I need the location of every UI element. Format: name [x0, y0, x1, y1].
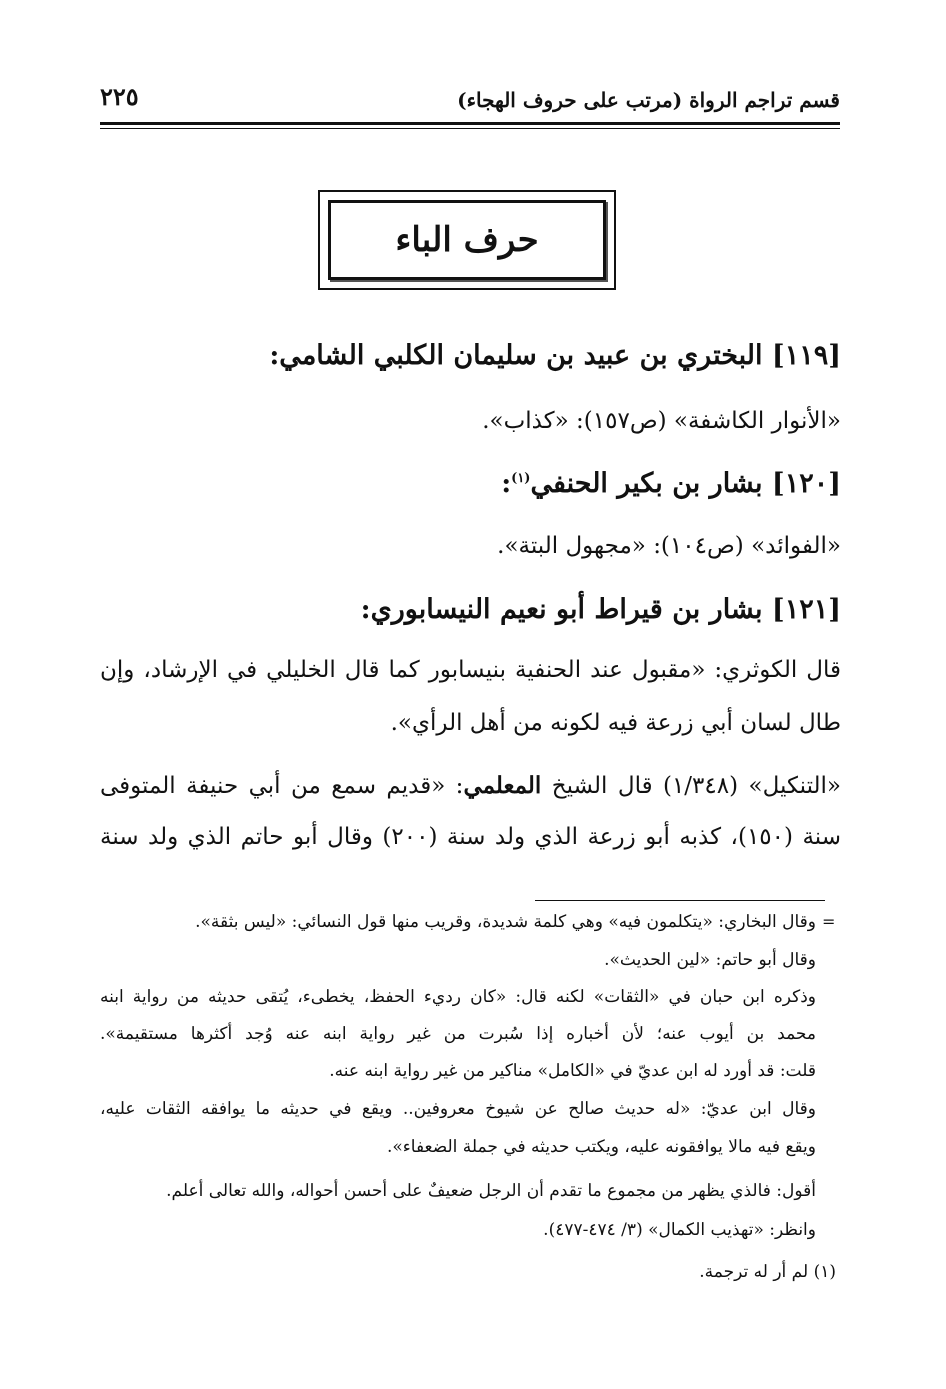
- footnote-line-1: وقال البخاري: «يتكلمون فيه» وهي كلمة شديدة، وقريب منها قول النسائي: «ليس بثقة».: [195, 912, 816, 932]
- entry-120-heading: [501, 468, 841, 499]
- footnote-continuation-mark: =: [822, 912, 836, 931]
- chapter-title: حرف الباء: [395, 220, 539, 260]
- footnote-line-7: ويقع فيه مالا يوافقونه عليه، ويكتب حديثه في جملة الضعفاء».: [386, 1137, 816, 1157]
- para2-text-a: «التنكيل» (١/٣٤٨) قال الشيخ: [551, 773, 841, 799]
- entry-121-heading: [١٢١] بشار بن قيراط أبو نعيم النيسابوري:: [360, 594, 841, 625]
- entry-120-heading-colon: :: [501, 468, 512, 499]
- entry-120-heading-text: [١٢٠] بشار بن بكير الحنفي: [530, 468, 841, 499]
- entry-120-source: «الفوائد» (ص١٠٤): «مجهول البتة».: [497, 533, 841, 559]
- chapter-title-frame: [328, 200, 606, 280]
- running-title: قسم تراجم الرواة (مرتب على حروف الهجاء): [457, 88, 840, 112]
- footnote-line-8: أقول: فالذي يظهر من مجموع ما تقدم أن الرجل ضعيفٌ على أحسن أحواله، والله تعالى أعلم.: [166, 1181, 816, 1201]
- footnote-ref-1: (١): [511, 471, 531, 486]
- entry-121-para2-line1: [100, 772, 841, 799]
- footnote-line-6: وقال ابن عديّ: «له حديث صالح عن شيوخ معروفين.. ويقع في حديثه ما يوافقه الثقات عليه،: [100, 1099, 816, 1119]
- para2-author-name: المعلمي: [463, 772, 542, 799]
- header-rule-thin: [100, 128, 840, 129]
- entry-121-para2-line2: سنة (١٥٠)، كذبه أبو زرعة الذي ولد سنة (٢٠٠) وقال أبو حاتم الذي ولد سنة: [100, 824, 841, 850]
- entry-121-para1-line1: قال الكوثري: «مقبول عند الحنفية بنيسابور كما قال الخليلي في الإرشاد، وإن: [100, 657, 841, 683]
- page-number: ٢٢٥: [100, 82, 139, 111]
- footnote-line-2: وقال أبو حاتم: «لين الحديث».: [604, 950, 816, 970]
- para2-text-b: : «قديم سمع من أبي حنيفة المتوفى: [100, 773, 464, 799]
- entry-121-para1-line2: طال لسان أبي زرعة فيه لكونه من أهل الرأي».: [390, 710, 841, 736]
- chapter-title-box: [318, 190, 616, 290]
- footnote-1: (١) لم أر له ترجمة.: [699, 1262, 836, 1282]
- page-header: [100, 80, 840, 120]
- entry-119-heading: [١١٩] البختري بن عبيد بن سليمان الكلبي الشامي:: [269, 340, 841, 371]
- entry-119-source: «الأنوار الكاشفة» (ص١٥٧): «كذاب».: [482, 408, 841, 434]
- footnote-line-3: وذكره ابن حبان في «الثقات» لكنه قال: «كان رديء الحفظ، يخطىء، يُتقى حديثه من رواية ابنه: [100, 987, 816, 1007]
- header-rule-thick: [100, 122, 840, 125]
- footnote-line-5: قلت: قد أورد له ابن عديّ في «الكامل» مناكير من غير رواية ابنه عنه.: [329, 1061, 816, 1081]
- footnote-separator: [535, 900, 825, 901]
- footnote-line-4: محمد بن أيوب عنه؛ لأن أخباره إذا سُبرت من غير رواية ابنه عنه وُجد أكثرها مستقيمة».: [100, 1024, 816, 1044]
- footnote-line-9: وانظر: «تهذيب الكمال» (٣/ ٤٧٤-٤٧٧).: [543, 1220, 816, 1240]
